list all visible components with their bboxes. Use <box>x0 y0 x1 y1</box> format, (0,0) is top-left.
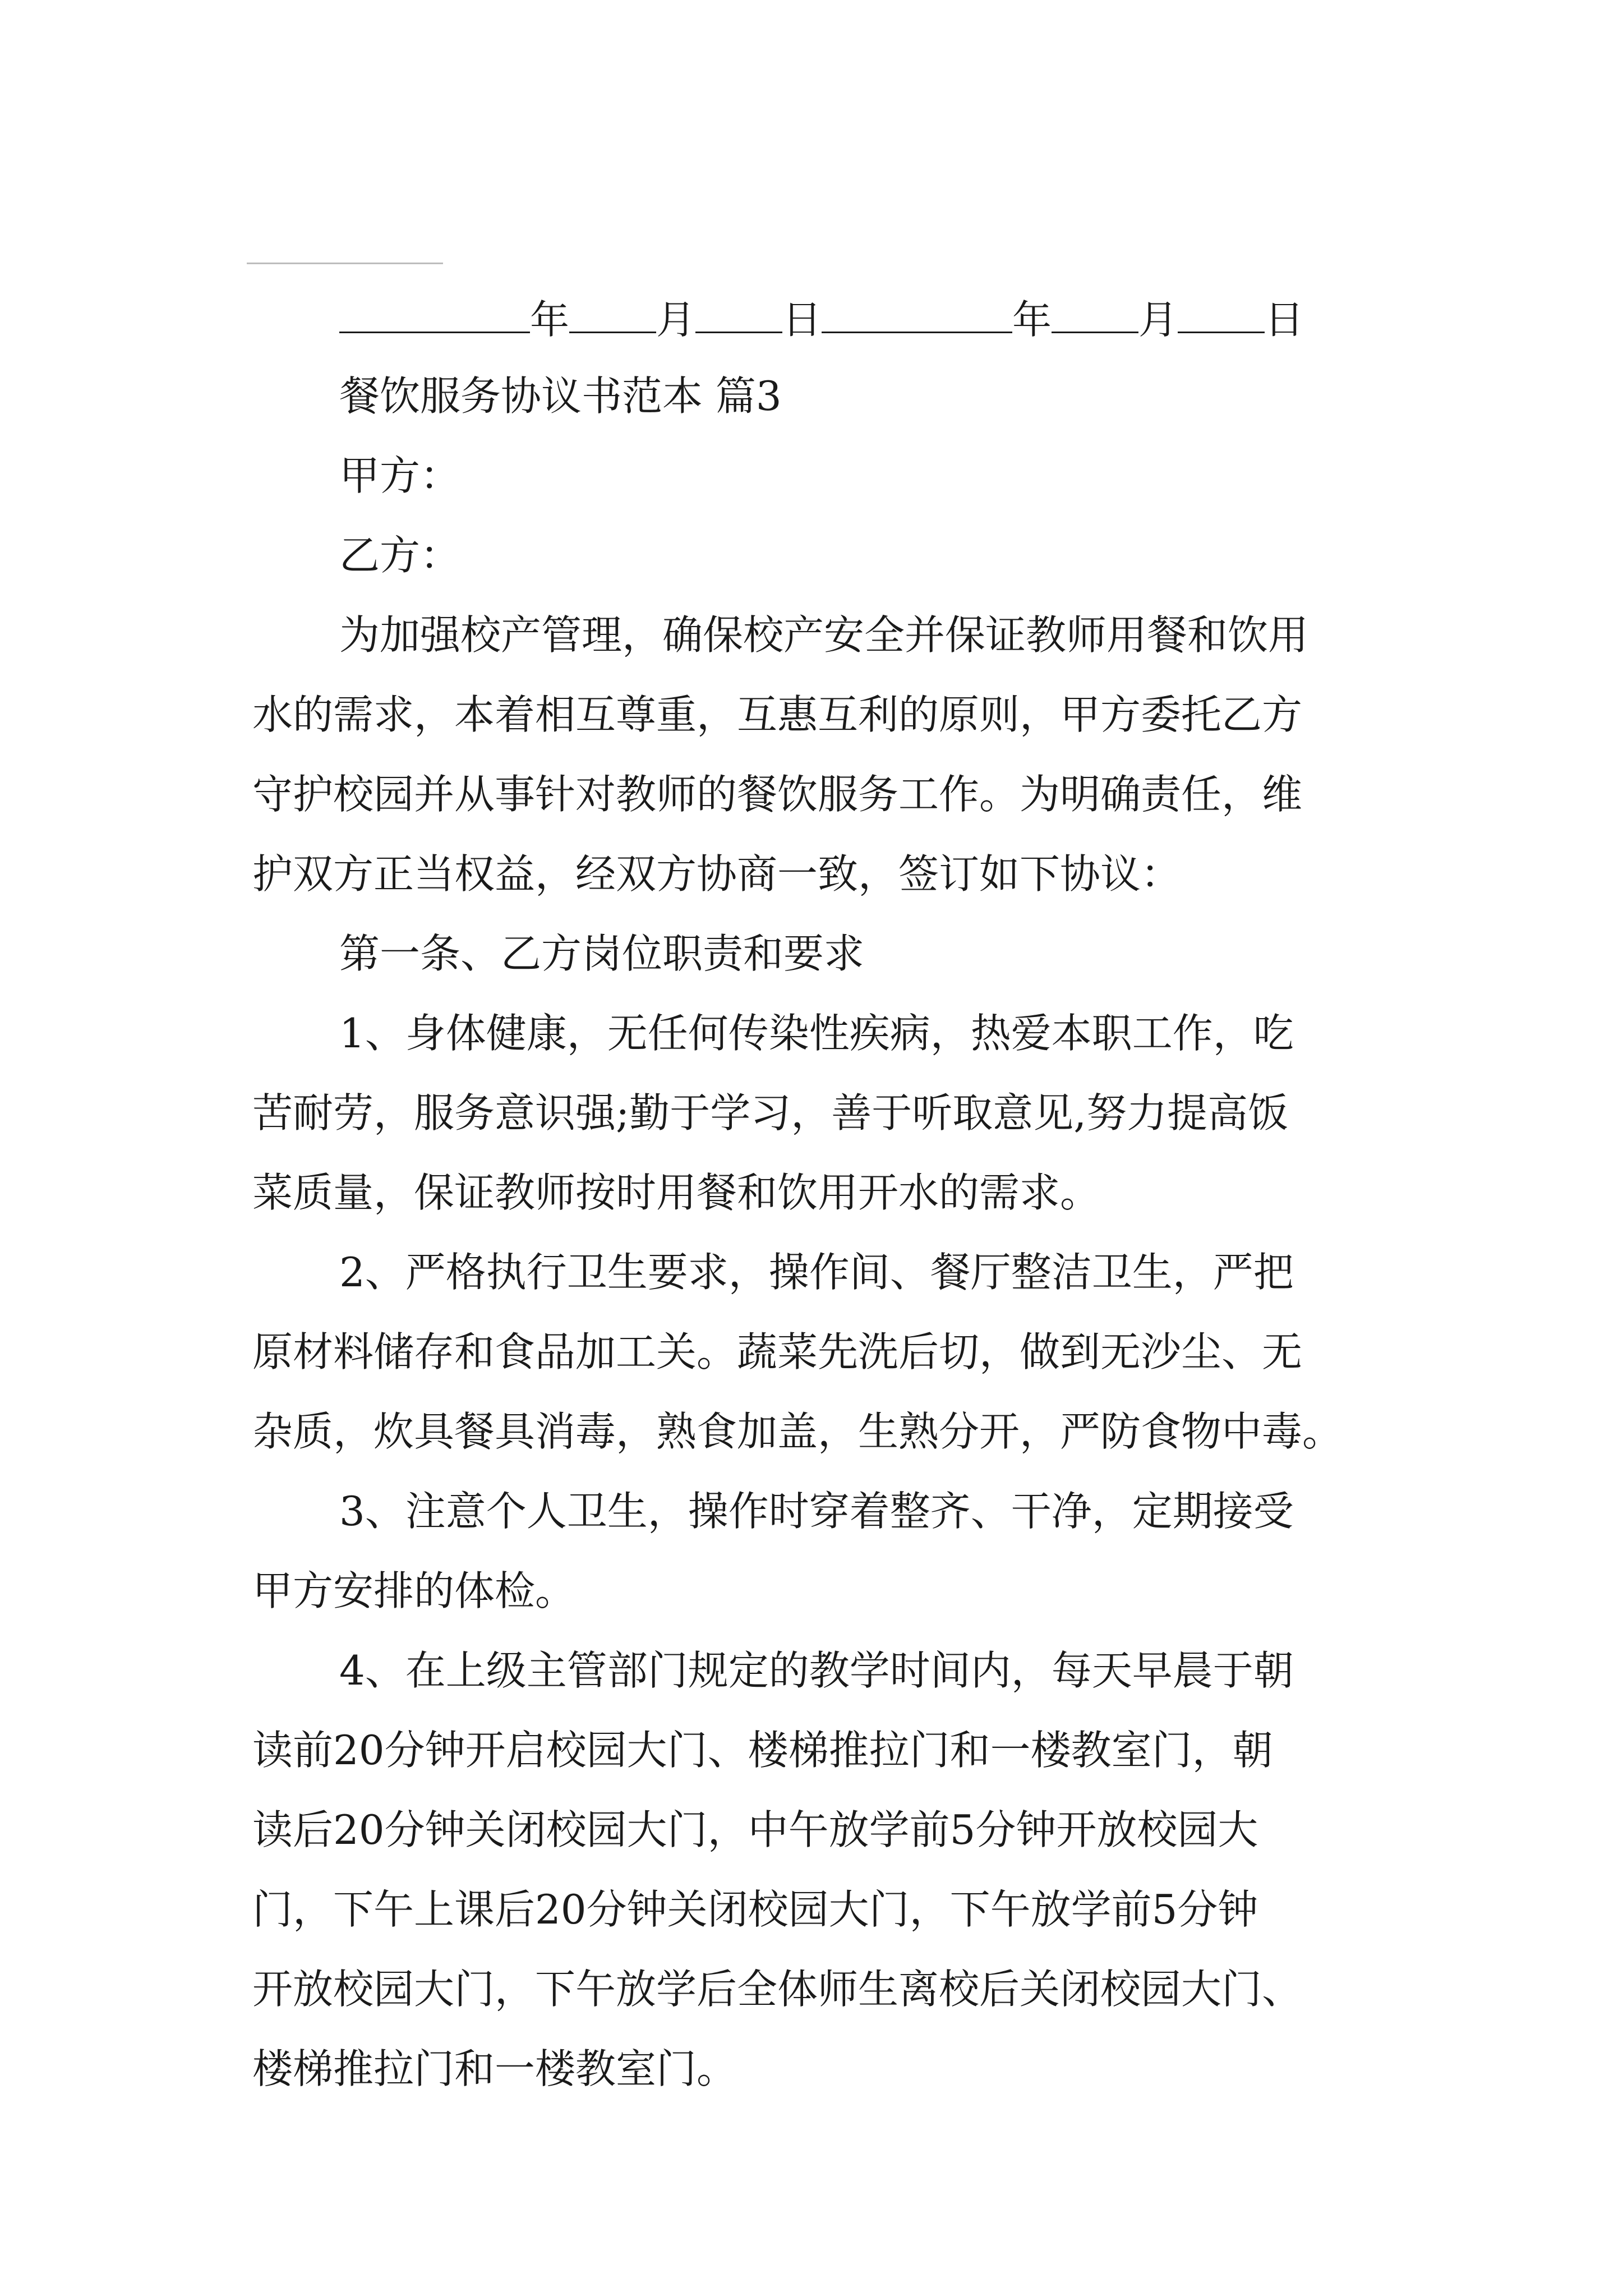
year-blank-2 <box>822 295 1012 333</box>
header-rule <box>247 263 443 264</box>
year-label-2: 年 <box>1012 297 1052 343</box>
text-line: 第一条、乙方岗位职责和要求 <box>339 930 865 977</box>
day-label-1: 日 <box>782 297 822 343</box>
month-label-2: 月 <box>1138 297 1178 343</box>
year-label-1: 年 <box>530 297 569 343</box>
text-line: 甲方安排的体检。 <box>252 1567 576 1614</box>
text-line: 乙方： <box>339 532 461 579</box>
text-line: 原材料储存和食品加工关。蔬菜先洗后切，做到无沙尘、无 <box>252 1328 1303 1375</box>
text-line: 甲方： <box>339 452 461 499</box>
text-line: 4、在上级主管部门规定的教学时间内，每天早晨于朝 <box>339 1647 1294 1694</box>
day-label-2: 日 <box>1265 297 1304 343</box>
text-line: 读前20分钟开启校园大门、楼梯推拉门和一楼教室门，朝 <box>252 1727 1273 1774</box>
text-line: 为加强校产管理，确保校产安全并保证教师用餐和饮用 <box>339 611 1309 659</box>
text-line: 苦耐劳，服务意识强;勤于学习，善于听取意见,努力提高饭 <box>252 1089 1289 1137</box>
text-line: 1、身体健康，无任何传染性疾病，热爱本职工作，吃 <box>339 1010 1294 1057</box>
month-label-1: 月 <box>656 297 695 343</box>
text-line: 守护校园并从事针对教师的餐饮服务工作。为明确责任，维 <box>252 771 1303 818</box>
section-title: 餐饮服务协议书范本 篇3 <box>339 372 782 420</box>
text-line: 杂质，炊具餐具消毒，熟食加盖，生熟分开，严防食物中毒。 <box>252 1408 1343 1455</box>
text-line: 读后20分钟关闭校园大门，中午放学前5分钟开放校园大 <box>252 1806 1258 1853</box>
text-line: 菜质量，保证教师按时用餐和饮用开水的需求。 <box>252 1169 1101 1216</box>
text-line: 2、严格执行卫生要求，操作间、餐厅整洁卫生，严把 <box>339 1249 1294 1296</box>
signature-date-line <box>339 295 1349 345</box>
day-blank-2 <box>1178 295 1265 333</box>
text-line: 开放校园大门，下午放学后全体师生离校后关闭校园大门、 <box>252 1966 1303 2013</box>
text-line: 3、注意个人卫生，操作时穿着整齐、干净，定期接受 <box>339 1488 1294 1535</box>
month-blank-1 <box>569 295 656 333</box>
text-line: 水的需求，本着相互尊重，互惠互利的原则，甲方委托乙方 <box>252 691 1303 738</box>
text-line: 楼梯推拉门和一楼教室门。 <box>252 2045 737 2092</box>
document-body <box>252 356 1391 2109</box>
year-blank-1 <box>339 295 530 333</box>
day-blank-1 <box>695 295 782 333</box>
month-blank-2 <box>1052 295 1138 333</box>
text-line: 门，下午上课后20分钟关闭校园大门，下午放学前5分钟 <box>252 1886 1258 1933</box>
text-line: 护双方正当权益，经双方协商一致，签订如下协议： <box>252 850 1182 898</box>
